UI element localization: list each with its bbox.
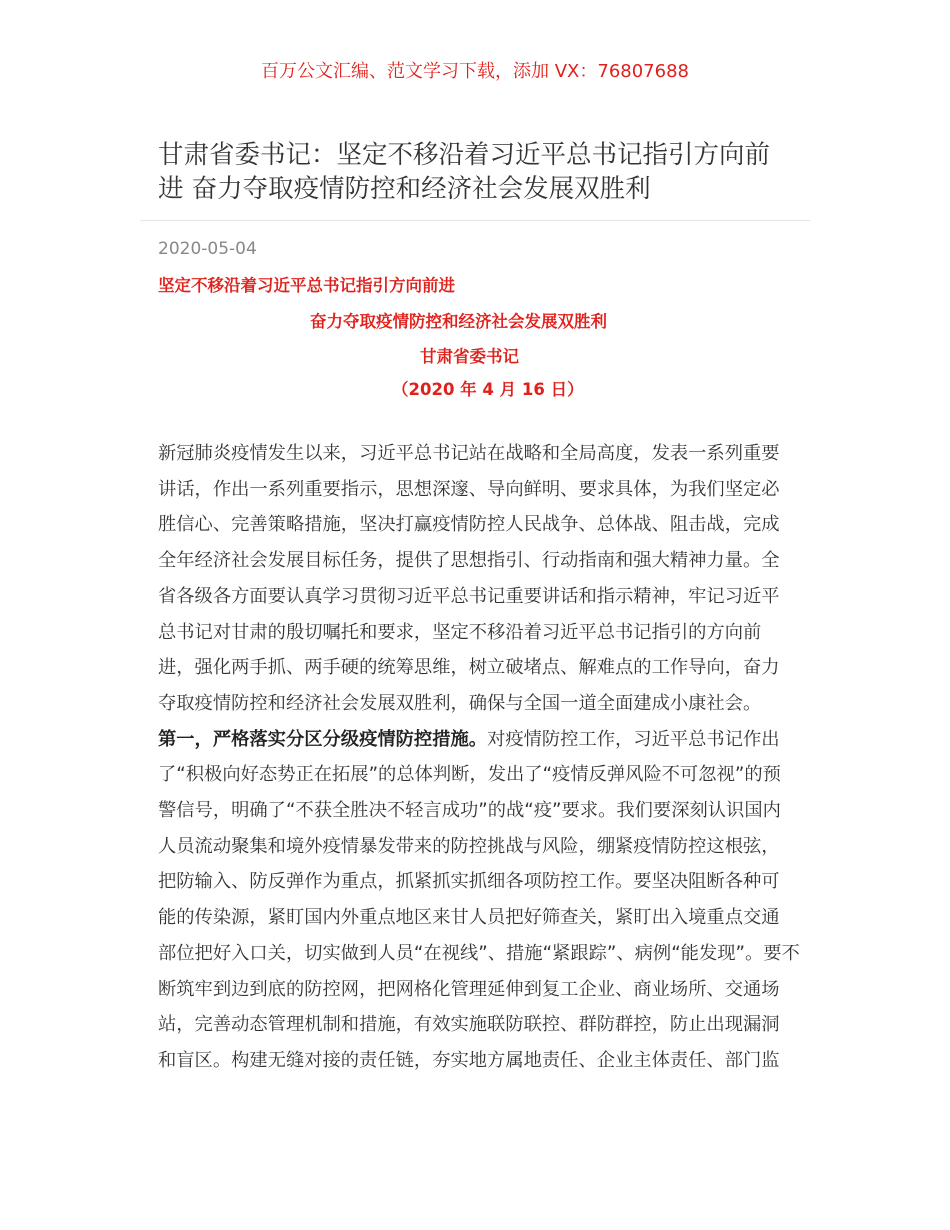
promo-banner: 百万公文汇编、范文学习下载，添加 VX：76807688	[261, 61, 689, 82]
body-line: 总书记对甘肃的殷切嘱托和要求，坚定不移沿着习近平总书记指引的方向前	[158, 621, 762, 643]
title-line: 甘肃省委书记：坚定不移沿着习近平总书记指引方向前	[158, 140, 771, 170]
publish-date: 2020-05-04	[158, 239, 257, 259]
body-line: 断筑牢到边到底的防控网，把网格化管理延伸到复工企业、商业场所、交通场	[158, 978, 780, 1000]
body-text: 对疫情防控工作，习近平总书记作出	[487, 728, 780, 750]
body-line: 能的传染源，紧盯国内外重点地区来甘人员把好筛查关，紧盯出入境重点交通	[158, 907, 780, 929]
body-line: 站，完善动态管理机制和措施，有效实施联防联控、群防群控，防止出现漏洞	[158, 1014, 780, 1036]
subtitle-line-2: 奋力夺取疫情防控和经济社会发展双胜利	[310, 312, 607, 331]
title-line: 进 奋力夺取疫情防控和经济社会发展双胜利	[158, 174, 651, 204]
body-line: 讲话，作出一系列重要指示，思想深邃、导向鲜明、要求具体，为我们坚定必	[158, 478, 780, 500]
section-heading: 第一，严格落实分区分级疫情防控措施。	[158, 728, 488, 750]
body-line: 把防输入、防反弹作为重点，抓紧抓实抓细各项防控工作。要坚决阻断各种可	[158, 871, 780, 893]
article-title	[158, 138, 798, 206]
article-body	[158, 436, 798, 1079]
body-line	[158, 722, 798, 758]
subtitle-line-1: 坚定不移沿着习近平总书记指引方向前进	[158, 276, 455, 295]
body-line: 人员流动聚集和境外疫情暴发带来的防控挑战与风险，绷紧疫情防控这根弦，	[158, 835, 780, 857]
body-line: 新冠肺炎疫情发生以来，习近平总书记站在战略和全局高度，发表一系列重要	[158, 443, 780, 464]
body-line: 全年经济社会发展目标任务，提供了思想指引、行动指南和强大精神力量。全	[158, 550, 780, 572]
body-line: 警信号，明确了“不获全胜决不轻言成功”的战“疫”要求。我们要深刻认识国内	[158, 800, 781, 822]
body-line: 夺取疫情防控和经济社会发展双胜利，确保与全国一道全面建成小康社会。	[158, 692, 762, 714]
subtitle-author: 甘肃省委书记	[420, 347, 519, 366]
body-line: 省各级各方面要认真学习贯彻习近平总书记重要讲话和指示精神，牢记习近平	[158, 585, 780, 607]
body-line: 和盲区。构建无缝对接的责任链，夯实地方属地责任、企业主体责任、部门监	[158, 1049, 780, 1071]
subtitle-date: （2020 年 4 月 16 日）	[392, 380, 584, 399]
body-line: 胜信心、完善策略措施，坚决打赢疫情防控人民战争、总体战、阻击战，完成	[158, 514, 780, 536]
body-line: 了“积极向好态势正在拓展”的总体判断，发出了“疫情反弹风险不可忽视”的预	[158, 764, 781, 786]
divider	[140, 220, 810, 221]
body-line: 部位把好入口关，切实做到人员“在视线”、措施“紧跟踪”、病例“能发现”。要不	[158, 942, 800, 964]
body-line: 进，强化两手抓、两手硬的统筹思维，树立破堵点、解难点的工作导向，奋力	[158, 657, 780, 679]
